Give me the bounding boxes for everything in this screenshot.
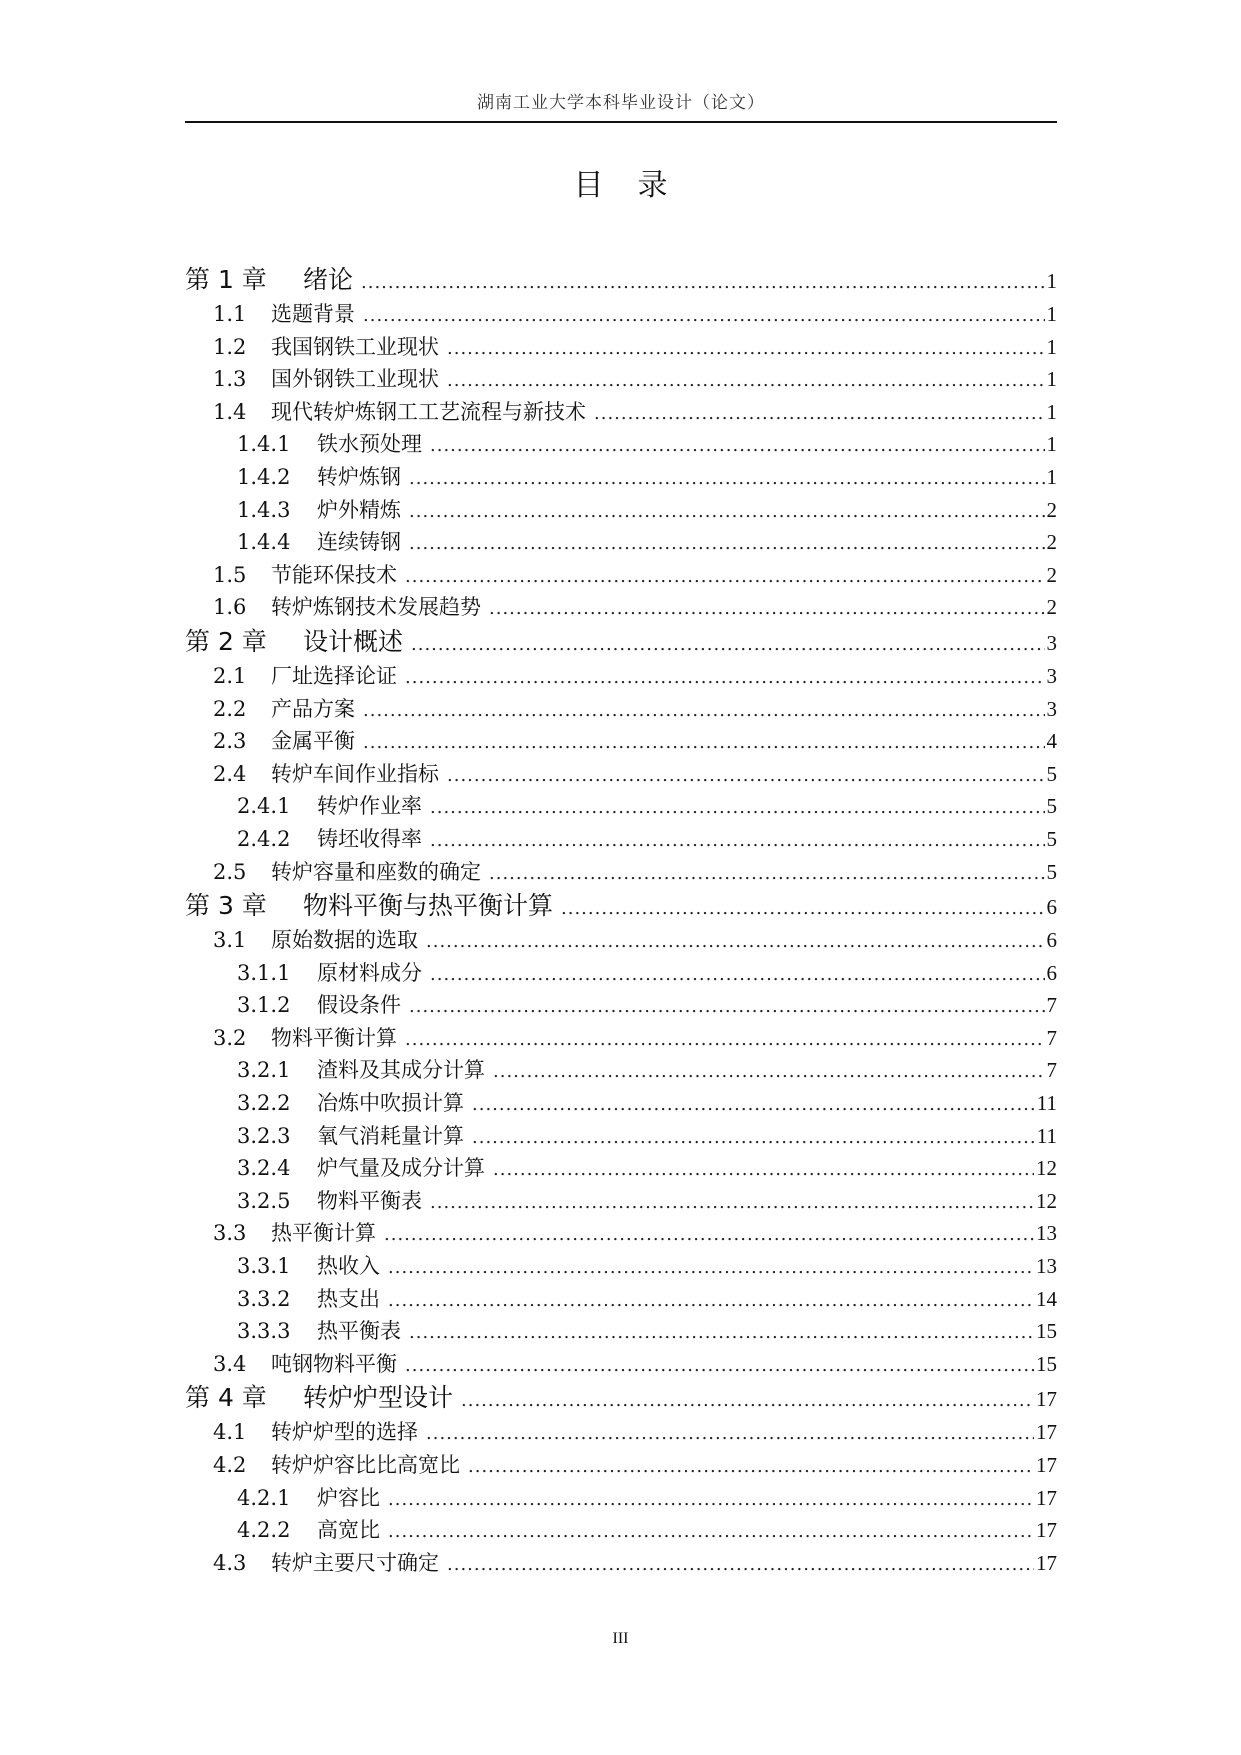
toc-entry-title: 热支出 <box>317 1286 380 1311</box>
toc-section-entry[interactable] <box>185 559 1057 592</box>
table-of-contents <box>185 262 1057 1579</box>
toc-entry-page: 7 <box>1046 993 1057 1018</box>
toc-dot-leader <box>430 1187 1034 1220</box>
toc-entry-title: 假设条件 <box>317 993 401 1018</box>
toc-entry-title: 选题背景 <box>271 302 355 326</box>
toc-dot-leader <box>405 1024 1045 1057</box>
toc-dot-leader <box>409 528 1045 561</box>
toc-entry-number: 3.2.4 <box>237 1156 291 1181</box>
toc-dot-leader <box>472 1089 1035 1122</box>
toc-entry-number: 2.4.2 <box>237 826 291 851</box>
toc-entry-page: 5 <box>1046 826 1057 851</box>
toc-entry-number: 3.2.5 <box>237 1188 291 1213</box>
toc-entry-page: 3 <box>1046 696 1057 721</box>
toc-dot-leader <box>363 300 1045 333</box>
toc-entry-title: 节能环保技术 <box>271 562 397 587</box>
toc-entry-title: 热收入 <box>317 1254 380 1279</box>
toc-entry-page: 1 <box>1046 367 1057 392</box>
toc-entry-title: 炉外精炼 <box>317 497 401 522</box>
toc-subsection-entry[interactable] <box>185 1120 1057 1153</box>
toc-subsection-entry[interactable] <box>185 823 1057 856</box>
toc-dot-leader <box>388 1252 1034 1285</box>
toc-dot-leader <box>388 1516 1034 1549</box>
toc-entry-title: 转炉作业率 <box>317 794 422 819</box>
toc-entry-page: 2 <box>1046 595 1057 620</box>
toc-dot-leader <box>409 991 1045 1024</box>
toc-entry-page: 1 <box>1046 302 1057 326</box>
toc-entry-number: 1.4 <box>213 399 247 424</box>
toc-section-entry[interactable] <box>185 1348 1057 1381</box>
toc-entry-number: 第 2 章 <box>185 626 267 656</box>
toc-dot-leader <box>411 627 1044 663</box>
toc-entry-title: 炉气量及成分计算 <box>317 1156 485 1181</box>
toc-entry-title: 转炉容量和座数的确定 <box>271 859 481 884</box>
toc-dot-leader <box>594 398 1045 431</box>
toc-chapter-entry[interactable] <box>185 262 1057 298</box>
toc-entry-page: 15 <box>1036 1319 1057 1344</box>
toc-entry-page: 3 <box>1046 630 1057 655</box>
toc-entry-title: 物料平衡与热平衡计算 <box>303 891 554 921</box>
toc-entry-page: 1 <box>1046 334 1057 359</box>
toc-section-entry[interactable] <box>185 331 1057 364</box>
toc-entry-number: 4.2 <box>213 1453 247 1477</box>
toc-subsection-entry[interactable] <box>185 989 1057 1022</box>
toc-dot-leader <box>430 825 1045 858</box>
toc-entry-number: 3.2 <box>213 1025 247 1050</box>
toc-entry-page: 2 <box>1046 530 1057 555</box>
toc-entry-title: 物料平衡表 <box>317 1188 422 1213</box>
toc-entry-page: 17 <box>1036 1518 1057 1543</box>
toc-entry-number: 1.2 <box>213 334 247 359</box>
toc-section-entry[interactable] <box>185 758 1057 791</box>
toc-entry-page: 17 <box>1036 1485 1057 1510</box>
toc-section-entry[interactable] <box>185 1022 1057 1055</box>
header-rule <box>185 121 1057 123</box>
toc-entry-number: 4.1 <box>213 1420 247 1445</box>
toc-entry-title: 冶炼中吹损计算 <box>317 1091 464 1116</box>
toc-entry-title: 炉容比 <box>317 1485 380 1510</box>
toc-entry-title: 转炉主要尺寸确定 <box>271 1550 439 1575</box>
toc-entry-title: 原始数据的选取 <box>271 928 418 953</box>
toc-entry-page: 7 <box>1046 1025 1057 1050</box>
toc-section-entry[interactable] <box>185 924 1057 957</box>
toc-dot-leader <box>489 593 1045 626</box>
toc-dot-leader <box>561 891 1044 927</box>
toc-entry-number: 2.5 <box>213 859 247 884</box>
toc-entry-title: 转炉炉型的选择 <box>271 1420 418 1445</box>
toc-subsection-entry[interactable] <box>185 1283 1057 1316</box>
toc-entry-title: 热平衡表 <box>317 1319 401 1344</box>
toc-section-entry[interactable] <box>185 363 1057 396</box>
toc-entry-title: 转炉炼钢 <box>317 464 401 489</box>
toc-dot-leader <box>447 333 1045 366</box>
toc-entry-number: 2.3 <box>213 729 247 754</box>
toc-entry-number: 4.2.1 <box>237 1485 291 1510</box>
toc-entry-title: 设计概述 <box>303 626 404 656</box>
toc-entry-title: 厂址选择论证 <box>271 663 397 688</box>
toc-entry-title: 产品方案 <box>271 696 355 721</box>
toc-dot-leader <box>430 430 1045 463</box>
toc-subsection-entry[interactable] <box>185 494 1057 527</box>
toc-entry-page: 5 <box>1046 859 1057 884</box>
toc-entry-page: 6 <box>1046 960 1057 985</box>
toc-entry-page: 1 <box>1046 432 1057 457</box>
toc-entry-page: 12 <box>1036 1188 1057 1213</box>
toc-chapter-entry[interactable] <box>185 624 1057 660</box>
toc-entry-title: 转炉炉型设计 <box>303 1383 454 1413</box>
toc-entry-page: 2 <box>1046 497 1057 522</box>
toc-subsection-entry[interactable] <box>185 1152 1057 1185</box>
toc-title: 目录 <box>573 168 702 203</box>
toc-section-entry[interactable] <box>185 660 1057 693</box>
toc-entry-page: 2 <box>1046 562 1057 587</box>
toc-section-entry[interactable] <box>185 1217 1057 1250</box>
toc-entry-page: 1 <box>1046 269 1057 293</box>
toc-entry-number: 3.2.1 <box>237 1058 291 1083</box>
toc-subsection-entry[interactable] <box>185 428 1057 461</box>
toc-dot-leader <box>430 792 1045 825</box>
toc-entry-number: 3.1.2 <box>237 993 291 1018</box>
toc-entry-title: 绪论 <box>303 265 354 294</box>
toc-entry-number: 3.3 <box>213 1221 247 1246</box>
toc-dot-leader <box>493 1154 1034 1187</box>
toc-subsection-entry[interactable] <box>185 526 1057 559</box>
toc-entry-page: 14 <box>1036 1286 1057 1311</box>
toc-dot-leader <box>447 365 1045 398</box>
toc-entry-number: 3.3.1 <box>237 1254 291 1279</box>
toc-subsection-entry[interactable] <box>185 461 1057 494</box>
toc-section-entry[interactable] <box>185 396 1057 429</box>
toc-entry-page: 7 <box>1046 1058 1057 1083</box>
toc-entry-page: 17 <box>1036 1387 1057 1412</box>
toc-subsection-entry[interactable] <box>185 1185 1057 1218</box>
toc-entry-number: 1.1 <box>213 302 247 326</box>
toc-subsection-entry[interactable] <box>185 790 1057 823</box>
toc-chapter-entry[interactable] <box>185 1380 1057 1416</box>
toc-section-entry[interactable] <box>185 1547 1057 1580</box>
toc-dot-leader <box>426 1418 1034 1451</box>
toc-entry-title: 连续铸钢 <box>317 530 401 555</box>
page-number: III <box>612 1630 629 1647</box>
toc-entry-number: 1.6 <box>213 595 247 620</box>
toc-entry-title: 金属平衡 <box>271 729 355 754</box>
toc-entry-page: 12 <box>1036 1156 1057 1181</box>
toc-entry-title: 国外钢铁工业现状 <box>271 367 439 392</box>
toc-chapter-entry[interactable] <box>185 888 1057 924</box>
toc-entry-number: 4.2.2 <box>237 1518 291 1543</box>
toc-entry-number: 3.2.3 <box>237 1123 291 1148</box>
toc-entry-number: 2.4 <box>213 761 247 786</box>
toc-entry-page: 5 <box>1046 761 1057 786</box>
toc-entry-page: 1 <box>1046 464 1057 489</box>
toc-entry-title: 氧气消耗量计算 <box>317 1123 464 1148</box>
toc-entry-title: 原材料成分 <box>317 960 422 985</box>
toc-dot-leader <box>405 561 1045 594</box>
toc-dot-leader <box>430 959 1045 992</box>
toc-entry-page: 4 <box>1046 729 1057 754</box>
toc-entry-page: 6 <box>1046 928 1057 953</box>
toc-entry-title: 铸坯收得率 <box>317 826 422 851</box>
toc-subsection-entry[interactable] <box>185 1482 1057 1515</box>
toc-entry-title: 热平衡计算 <box>271 1221 376 1246</box>
toc-dot-leader <box>409 463 1045 496</box>
toc-dot-leader <box>384 1219 1034 1252</box>
toc-entry-number: 第 3 章 <box>185 891 267 921</box>
toc-entry-title: 铁水预处理 <box>317 432 422 457</box>
toc-entry-number: 2.2 <box>213 696 247 721</box>
toc-entry-title: 物料平衡计算 <box>271 1025 397 1050</box>
toc-dot-leader <box>405 1350 1034 1383</box>
toc-section-entry[interactable] <box>185 591 1057 624</box>
toc-dot-leader <box>388 1285 1034 1318</box>
toc-subsection-entry[interactable] <box>185 957 1057 990</box>
toc-entry-page: 3 <box>1046 663 1057 688</box>
toc-dot-leader <box>409 1317 1034 1350</box>
toc-dot-leader <box>426 926 1045 959</box>
toc-subsection-entry[interactable] <box>185 1087 1057 1120</box>
toc-entry-page: 17 <box>1036 1420 1057 1445</box>
toc-subsection-entry[interactable] <box>185 1514 1057 1547</box>
toc-entry-number: 3.1 <box>213 928 247 953</box>
toc-entry-page: 17 <box>1036 1453 1057 1477</box>
toc-entry-title: 吨钢物料平衡 <box>271 1351 397 1376</box>
toc-dot-leader <box>409 496 1045 529</box>
toc-entry-number: 3.3.2 <box>237 1286 291 1311</box>
toc-entry-number: 2.4.1 <box>237 794 291 819</box>
toc-dot-leader <box>493 1056 1045 1089</box>
toc-entry-page: 6 <box>1046 895 1057 920</box>
toc-dot-leader <box>447 760 1045 793</box>
toc-entry-number: 第 1 章 <box>185 265 267 294</box>
toc-dot-leader <box>363 727 1045 760</box>
toc-entry-page: 13 <box>1036 1254 1057 1279</box>
toc-section-entry[interactable] <box>185 1416 1057 1449</box>
toc-entry-title: 现代转炉炼钢工工艺流程与新技术 <box>271 399 586 424</box>
toc-dot-leader <box>468 1451 1034 1484</box>
toc-entry-title: 我国钢铁工业现状 <box>271 334 439 359</box>
toc-entry-number: 4.3 <box>213 1550 247 1575</box>
toc-entry-page: 5 <box>1046 794 1057 819</box>
toc-dot-leader <box>447 1549 1034 1582</box>
toc-entry-page: 13 <box>1036 1221 1057 1246</box>
toc-section-entry[interactable] <box>185 693 1057 726</box>
toc-entry-page: 15 <box>1036 1351 1057 1376</box>
toc-entry-number: 3.1.1 <box>237 960 291 985</box>
toc-entry-number: 1.5 <box>213 562 247 587</box>
toc-entry-page: 17 <box>1036 1550 1057 1575</box>
toc-entry-number: 2.1 <box>213 663 247 688</box>
toc-section-entry[interactable] <box>185 856 1057 889</box>
toc-entry-title: 转炉炉容比比高宽比 <box>271 1453 460 1477</box>
toc-entry-title: 高宽比 <box>317 1518 380 1543</box>
toc-entry-page: 11 <box>1036 1123 1057 1148</box>
toc-entry-number: 第 4 章 <box>185 1383 267 1413</box>
toc-entry-number: 1.3 <box>213 367 247 392</box>
toc-dot-leader <box>363 695 1045 728</box>
toc-subsection-entry[interactable] <box>185 1250 1057 1283</box>
toc-entry-title: 渣料及其成分计算 <box>317 1058 485 1083</box>
running-header: 湖南工业大学本科毕业设计（论文） <box>477 93 765 113</box>
toc-entry-number: 3.3.3 <box>237 1319 291 1344</box>
toc-dot-leader <box>472 1122 1035 1155</box>
toc-section-entry[interactable] <box>185 298 1057 331</box>
toc-subsection-entry[interactable] <box>185 1054 1057 1087</box>
toc-entry-number: 3.4 <box>213 1351 247 1376</box>
toc-entry-number: 1.4.3 <box>237 497 291 522</box>
toc-dot-leader <box>388 1484 1034 1517</box>
toc-dot-leader <box>489 858 1045 891</box>
toc-dot-leader <box>361 265 1044 301</box>
toc-entry-number: 1.4.4 <box>237 530 291 555</box>
toc-subsection-entry[interactable] <box>185 1315 1057 1348</box>
toc-entry-number: 3.2.2 <box>237 1091 291 1116</box>
toc-entry-title: 转炉炼钢技术发展趋势 <box>271 595 481 620</box>
toc-dot-leader <box>405 662 1045 695</box>
toc-entry-number: 1.4.2 <box>237 464 291 489</box>
toc-entry-number: 1.4.1 <box>237 432 291 457</box>
toc-section-entry[interactable] <box>185 1449 1057 1482</box>
toc-entry-page: 1 <box>1046 399 1057 424</box>
toc-entry-title: 转炉车间作业指标 <box>271 761 439 786</box>
toc-entry-page: 11 <box>1036 1091 1057 1116</box>
toc-section-entry[interactable] <box>185 725 1057 758</box>
toc-dot-leader <box>461 1383 1034 1419</box>
